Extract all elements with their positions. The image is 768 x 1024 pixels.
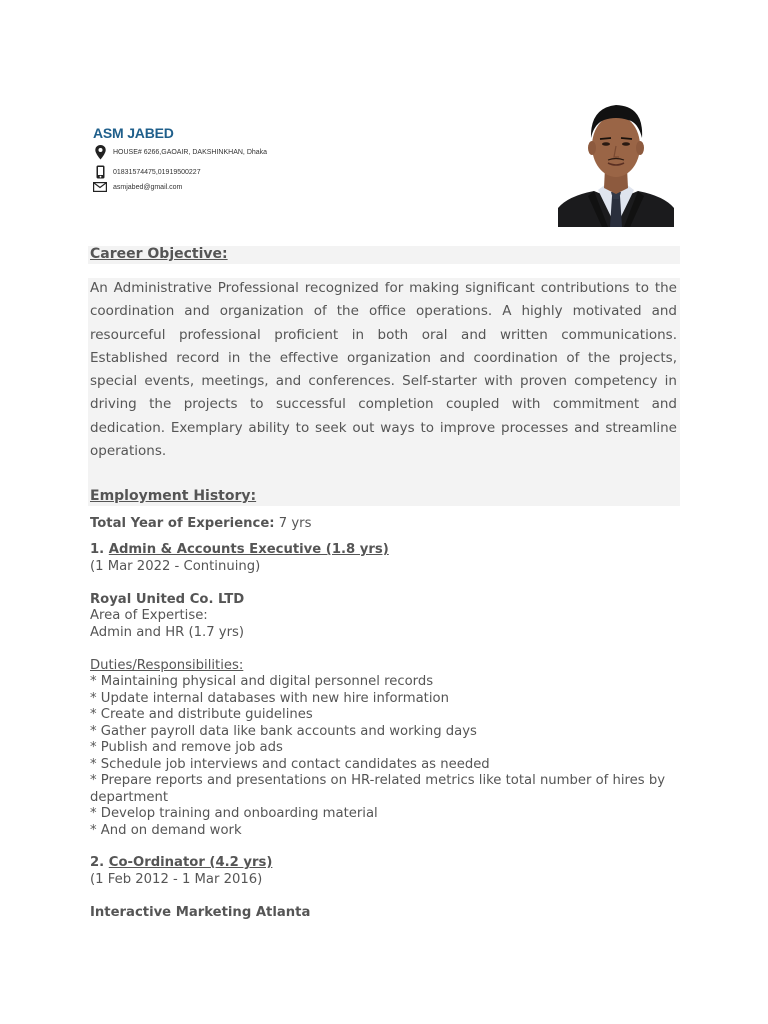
- job-title-2: [90, 855, 690, 872]
- company-name-2: Interactive Marketing Atlanta: [90, 905, 311, 920]
- job-dates-1: (1 Mar 2022 - Continuing): [90, 559, 261, 574]
- location-pin-icon: [93, 145, 107, 160]
- duty-item: * Prepare reports and presentations on HR-related metrics like total number of hires by department: [90, 773, 666, 805]
- duty-item: * Publish and remove job ads: [90, 740, 283, 755]
- email-row: [93, 182, 182, 192]
- job-dates-2: (1 Feb 2012 - 1 Mar 2016): [90, 872, 263, 887]
- duty-item: * Develop training and onboarding material: [90, 806, 378, 821]
- employment-history-heading: Employment History:: [90, 488, 257, 504]
- address-text: HOUSE# 6266,GAOAIR, DAKSHINKHAN, Dhaka: [113, 149, 268, 156]
- job-number: 1.: [90, 542, 109, 557]
- job-number: 2.: [90, 855, 109, 870]
- duty-item: * Update internal databases with new hire information: [90, 690, 449, 706]
- job-title-text: Admin & Accounts Executive (1.8 yrs): [108, 542, 389, 557]
- mobile-phone-icon: [93, 165, 107, 179]
- expertise-value: Admin and HR (1.7 yrs): [90, 625, 245, 640]
- duties-list: [90, 674, 685, 839]
- profile-photo: [558, 96, 674, 227]
- candidate-name: ASM JABED: [93, 125, 174, 141]
- career-objective-heading: Career Objective:: [90, 246, 228, 262]
- email-text: asmjabed@gmail.com: [113, 183, 183, 191]
- phone-text: 01831574475,01919500227: [113, 168, 201, 176]
- total-experience-value: 7 yrs: [274, 516, 312, 531]
- company-name-1: Royal United Co. LTD: [90, 592, 245, 607]
- duty-item: * Schedule job interviews and contact candidates as needed: [90, 756, 490, 772]
- address-row: [93, 145, 267, 160]
- phone-row: [93, 165, 201, 179]
- career-objective-text: An Administrative Professional recognized for making significant contributions to the coordination and organization of the office operations. A highly motivated and resourceful professional proficient in both oral and written communications. Established record in the effective organization and coordination of the projects, special events, meetings, and conferences. Self-starter with proven competency in driving the projects to successful completion coupled with commitment and dedication. Exemplary ability to seek out ways to improve processes and streamline operations.: [90, 280, 677, 460]
- envelope-icon: [93, 182, 107, 192]
- total-experience: [90, 516, 690, 533]
- duty-item: * And on demand work: [90, 822, 242, 838]
- expertise-label: Area of Expertise:: [90, 608, 208, 623]
- total-experience-label: Total Year of Experience:: [90, 516, 275, 531]
- duty-item: * Maintaining physical and digital personnel records: [90, 674, 434, 689]
- duty-item: * Create and distribute guidelines: [90, 707, 313, 722]
- job-title-text: Co-Ordinator (4.2 yrs): [108, 855, 273, 870]
- duties-heading: Duties/Responsibilities:: [90, 658, 244, 673]
- job-title-1: [90, 542, 690, 559]
- duty-item: * Gather payroll data like bank accounts and working days: [90, 723, 477, 739]
- section-divider: [88, 264, 680, 278]
